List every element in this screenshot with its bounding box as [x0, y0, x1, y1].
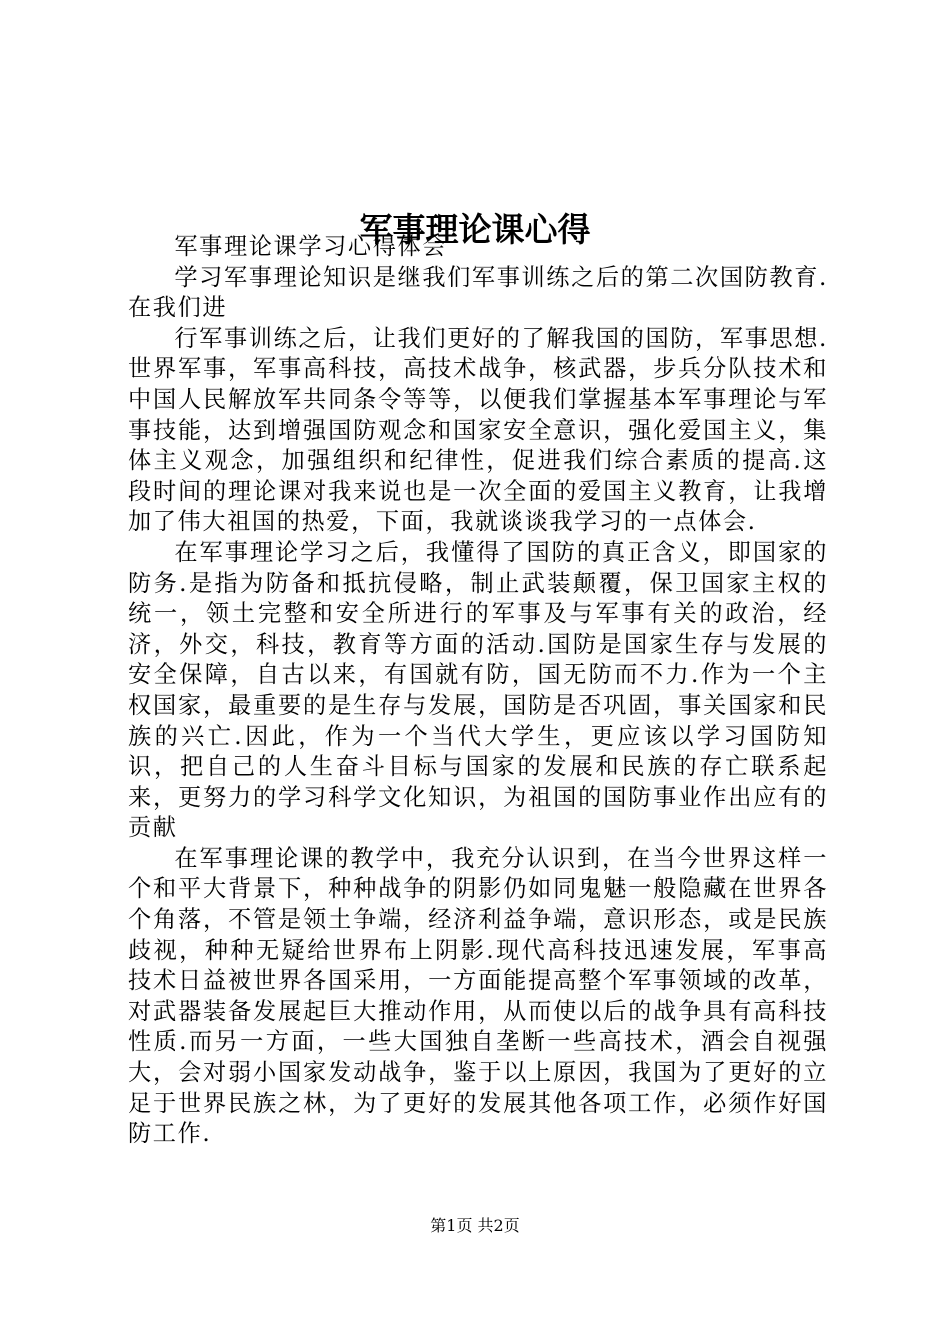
document-title: 军事理论课心得 [359, 210, 591, 250]
paragraph-subtitle: 军事理论课学习心得体会 [174, 233, 448, 260]
paragraph-national-defense: 在军事理论学习之后，我懂得了国防的真正含义，即国家的防务.是指为防备和抵抗侵略，制止武装颠覆，保卫国家主权的统一，领土完整和安全所进行的军事及与军事有关的政治，经济，外交，科技，教育等方面的活动.国防是国家生存与发展的安全保障，自古以来，有国就有防，国无防而不力.作为一个主权国家，最重要的是生存与发展，国防是否巩固，事关国家和民族的兴亡.因此，作为一个当代大学生，更应该以学习国防知识，把自己的人生奋斗目标与国家的发展和民族的存亡联系起来，更努力的学习科学文化知识，为祖国的国防事业作出应有的贡献 [128, 538, 828, 842]
document-body [128, 232, 828, 1150]
paragraph-world-situation: 在军事理论课的教学中，我充分认识到，在当今世界这样一个和平大背景下，种种战争的阴影仍如同鬼魅一般隐藏在世界各个角落，不管是领土争端，经济利益争端，意识形态，或是民族歧视，种种无疑给世界布上阴影.现代高科技迅速发展，军事高技术日益被世界各国采用，一方面能提高整个军事领域的改革，对武器装备发展起巨大推动作用，从而使以后的战争具有高科技性质.而另一方面，一些大国独自垄断一些高技术，酒会自视强大，会对弱小国家发动战争，鉴于以上原因，我国为了更好的立足于世界民族之林，为了更好的发展其他各项工作，必须作好国防工作. [128, 844, 828, 1148]
paragraph-intro: 学习军事理论知识是继我们军事训练之后的第二次国防教育.在我们进 [128, 263, 828, 322]
page-footer: 第1页 共2页 [430, 1216, 520, 1235]
paragraph-training: 行军事训练之后，让我们更好的了解我国的国防，军事思想.世界军事，军事高科技，高技术战争，核武器，步兵分队技术和中国人民解放军共同条令等等，以便我们掌握基本军事理论与军事技能，达到增强国防观念和国家安全意识，强化爱国主义，集体主义观念，加强组织和纪律性，促进我们综合素质的提高.这段时间的理论课对我来说也是一次全面的爱国主义教育，让我增加了伟大祖国的热爱，下面，我就谈谈我学习的一点体会. [128, 324, 828, 536]
